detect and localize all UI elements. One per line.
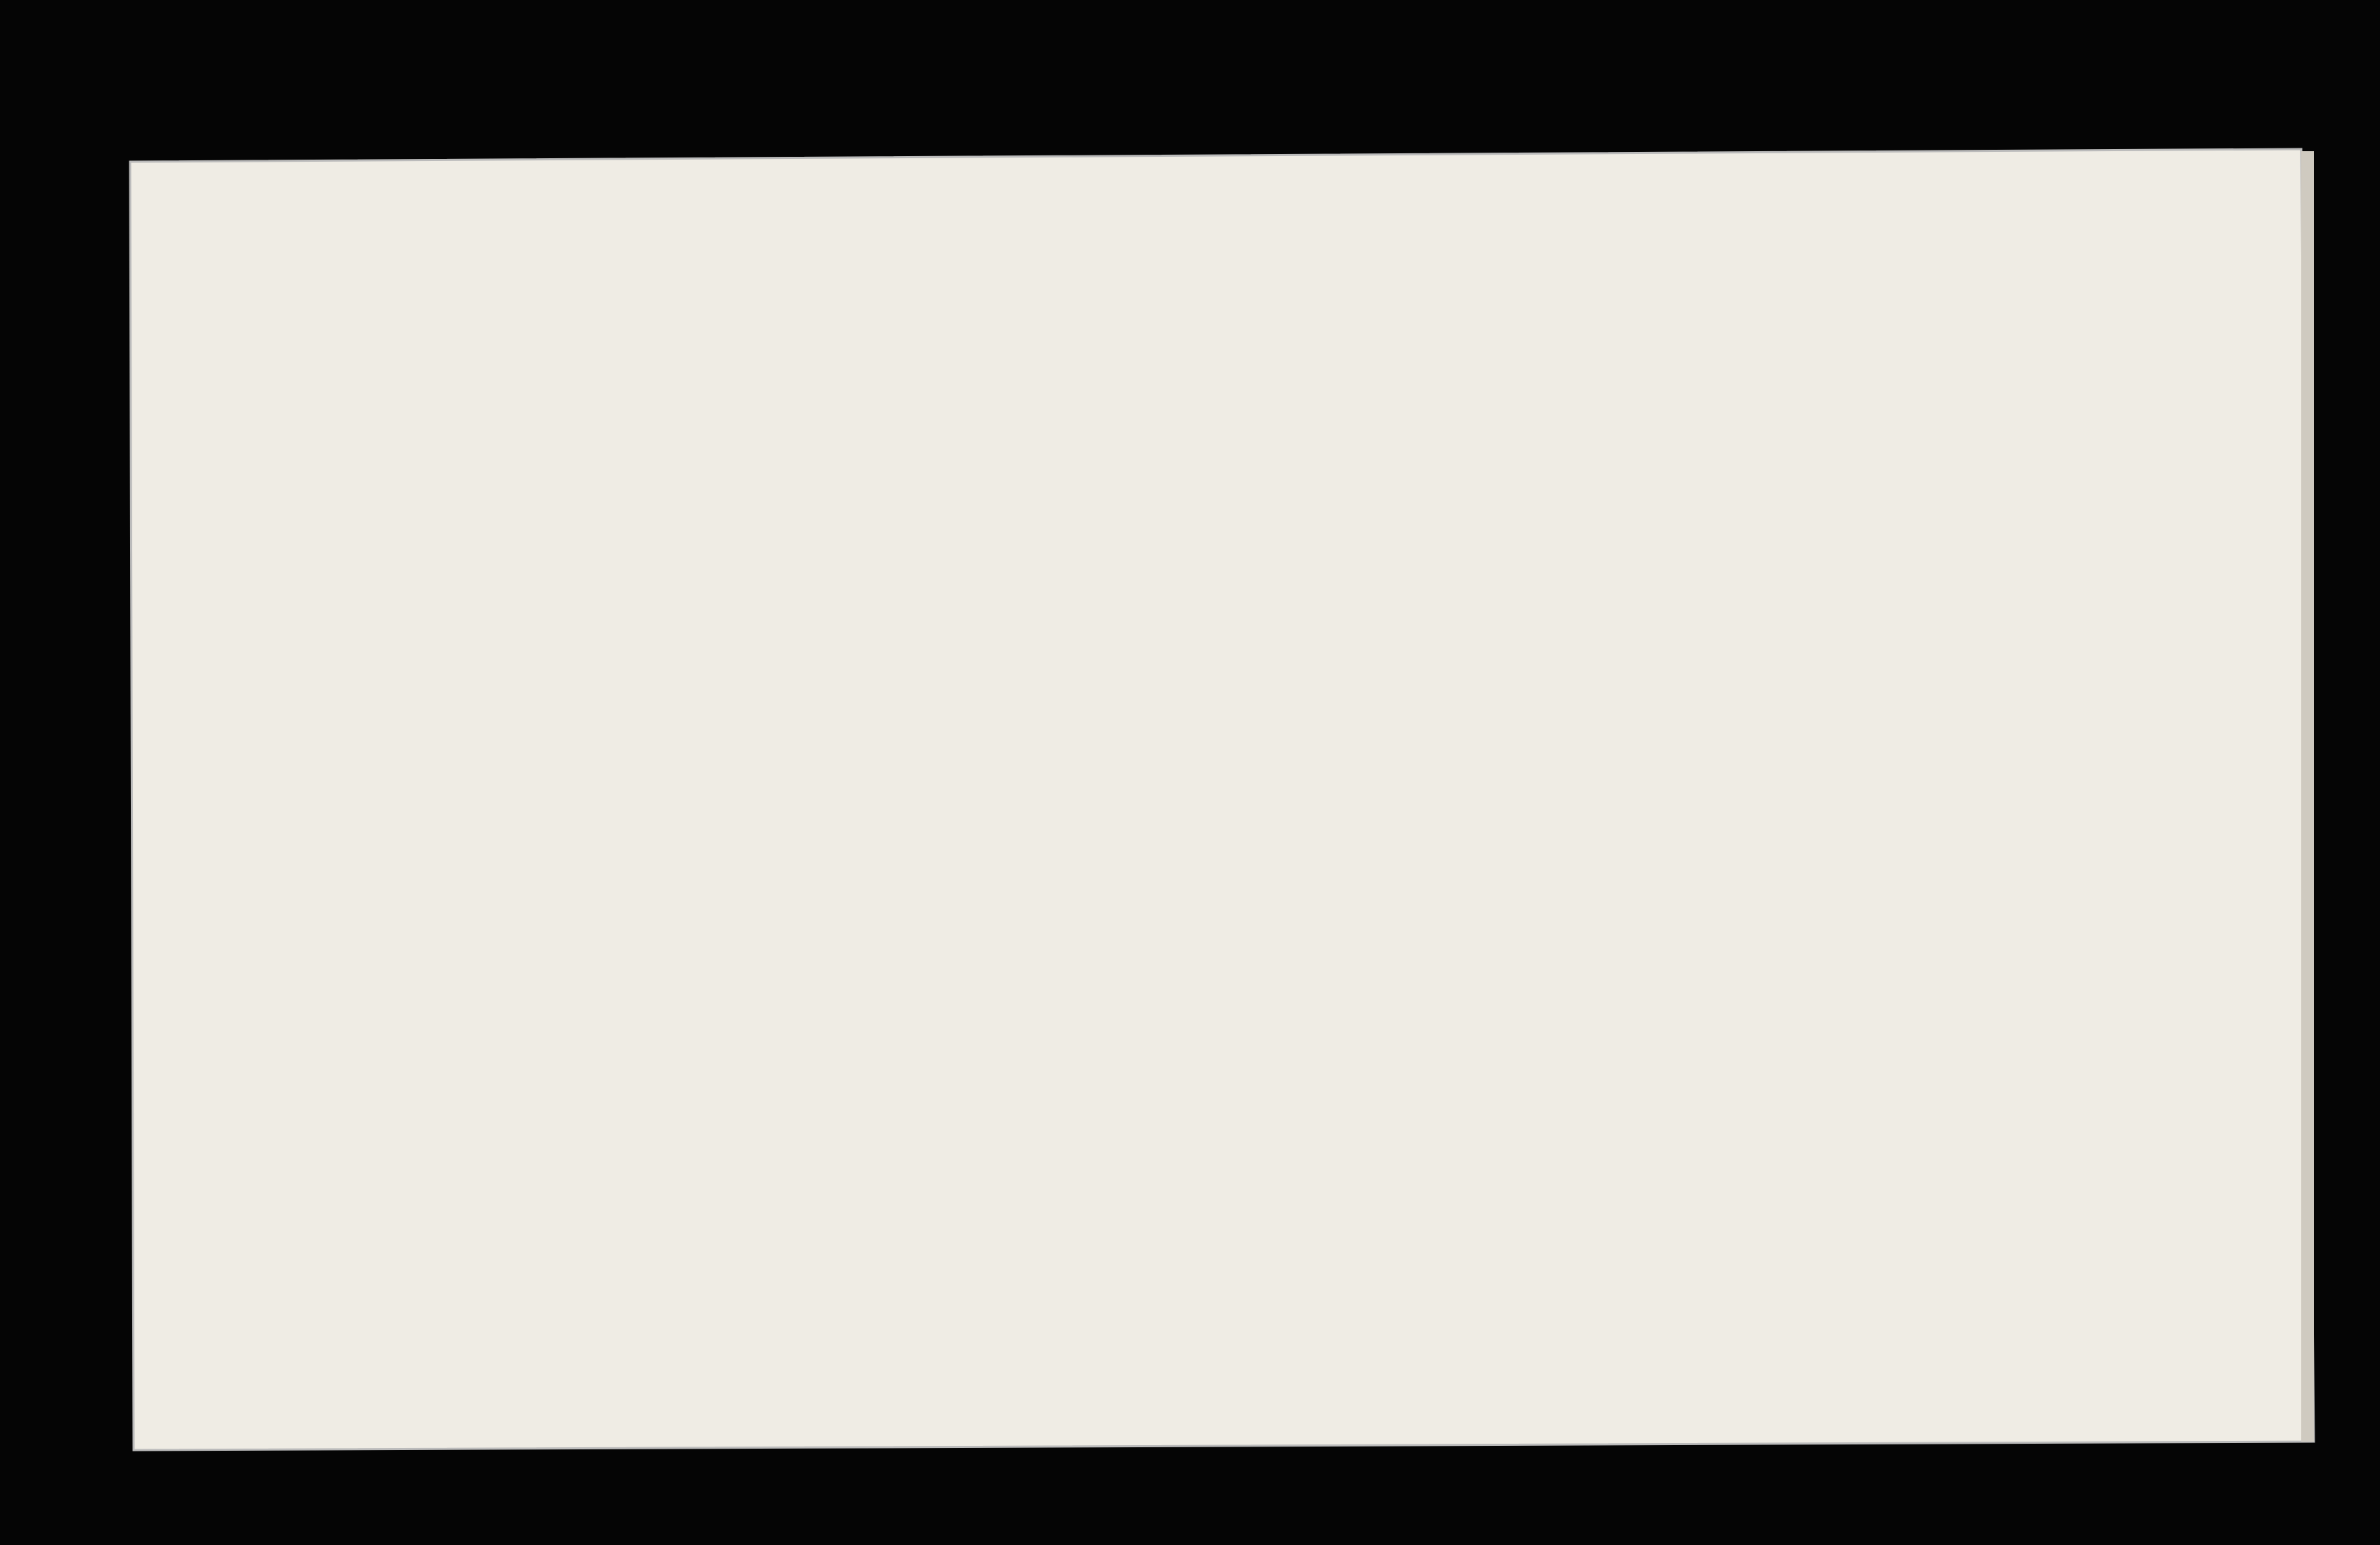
paper-shadow-right xyxy=(2301,151,2314,1442)
paper-sheet xyxy=(130,149,2314,1450)
